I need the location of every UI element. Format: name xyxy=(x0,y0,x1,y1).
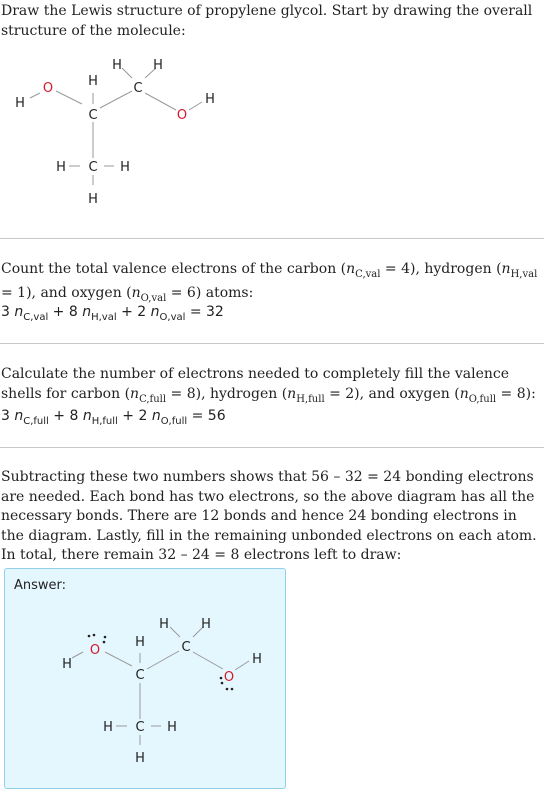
atom-H: H xyxy=(167,720,177,735)
separator xyxy=(0,343,544,344)
atom-H: H xyxy=(120,160,130,175)
structure-diagram xyxy=(0,30,544,250)
atom-C: C xyxy=(88,160,98,175)
valence-formula: 3 $n_{C,val} + 8$ $n_{H,val} + 2$ $n_{O,val} = 32$ xyxy=(1,304,224,323)
atom-H: H xyxy=(205,92,215,107)
atom-H: H xyxy=(159,617,169,632)
atom-C: C xyxy=(181,640,191,655)
atom-O: O xyxy=(223,670,235,685)
bonding-text: Subtracting these two numbers shows that 56 – 32 = 24 bonding electrons are needed. Each bond has two electrons, so the above diagram has all the necessary bonds. There are 12 bonds and hence 24 bonding electrons in the diagram. Lastly, fill in the remaining unbonded electrons on each atom. In total, there remain 32 – 24 = 8 electrons left to draw: xyxy=(1,469,537,563)
full-shell-formula: 3 $n_{C,full} + 8$ $n_{H,full} + 2$ $n_{O,full} = 56$ xyxy=(1,408,226,427)
atom-H: H xyxy=(15,96,25,111)
atom-H: H xyxy=(135,635,145,650)
atom-O: O xyxy=(89,643,101,658)
intro-text: Draw the Lewis structure of propylene glycol. Start by drawing the overall structure of the molecule: xyxy=(1,3,533,39)
full-shell-text: Calculate the number of electrons needed to completely fill the valence shells for carbon $(n_{C,full} = 8)$, hydrogen $(n_{H,full} = 2)$, and oxygen $(n_{O,full} = 8)$: xyxy=(1,366,536,405)
atom-H: H xyxy=(56,160,66,175)
atom-C: C xyxy=(88,108,98,123)
atom-C: C xyxy=(135,720,145,735)
answer-label: Answer: xyxy=(14,578,67,593)
atom-H: H xyxy=(88,74,98,89)
atom-H: H xyxy=(135,751,145,766)
atom-H: H xyxy=(103,720,113,735)
atom-H: H xyxy=(88,192,98,207)
atom-C: C xyxy=(133,81,143,96)
separator xyxy=(0,447,544,448)
valence-count-text: Count the total valence electrons of the carbon $(n_{C,val} = 4)$, hydrogen $(n_{H,val} = 1)$, and oxygen $(n_{O,val} = 6)$ atoms: xyxy=(1,261,538,305)
separator xyxy=(0,238,544,239)
atom-H: H xyxy=(153,58,163,73)
atom-O: O xyxy=(176,108,188,123)
atom-O: O xyxy=(42,81,54,96)
atom-H: H xyxy=(62,657,72,672)
atom-H: H xyxy=(112,58,122,73)
atom-H: H xyxy=(252,652,262,667)
atom-C: C xyxy=(135,668,145,683)
atom-H: H xyxy=(201,617,211,632)
lewis-structure xyxy=(5,569,285,788)
answer-box xyxy=(4,568,286,789)
